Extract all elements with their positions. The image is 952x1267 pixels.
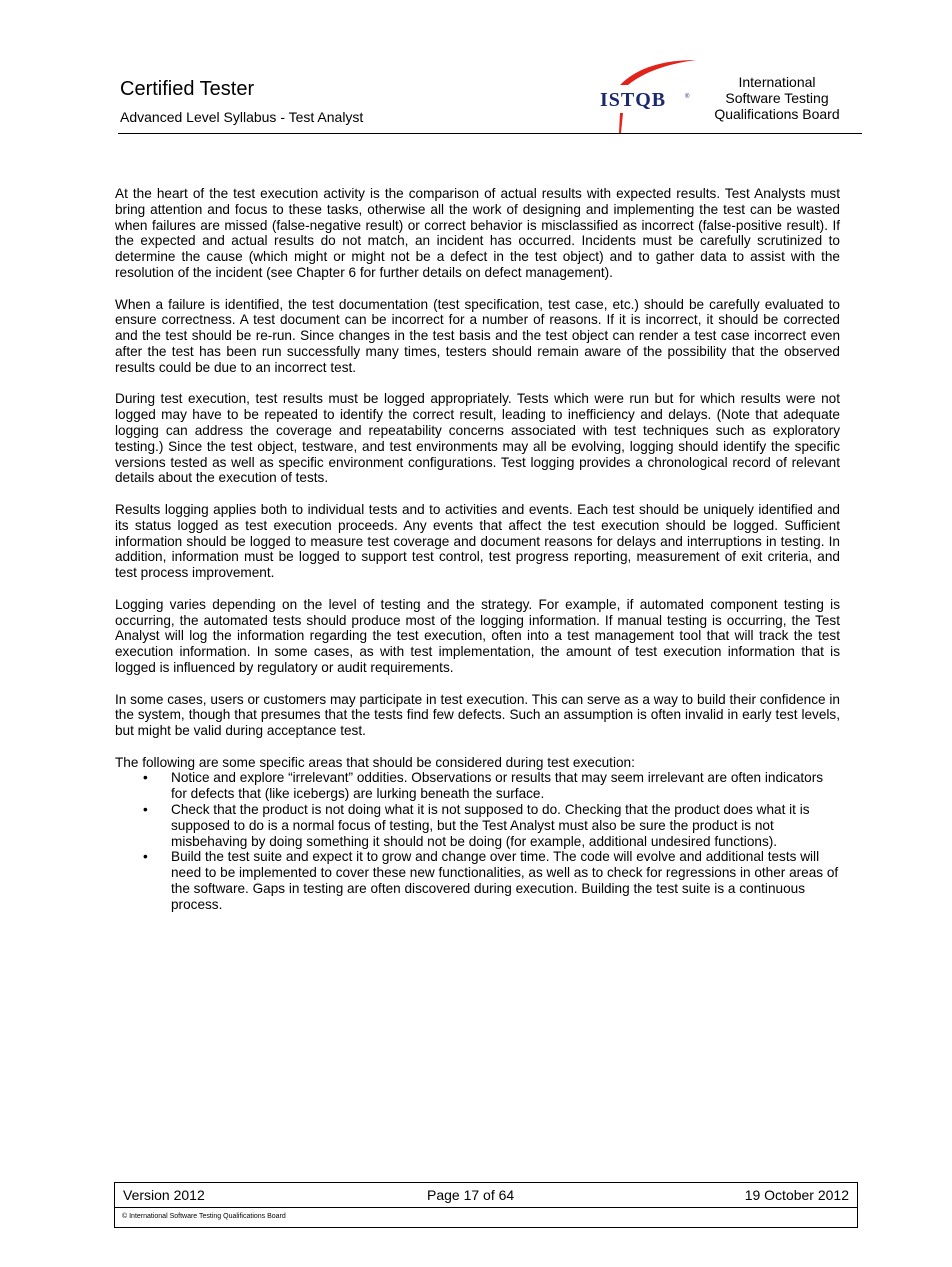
document-title: Certified Tester: [120, 78, 255, 100]
list-item-text: Notice and explore “irrelevant” oddities. Observations or results that may seem irrelevant are often indicators for defects that (like icebergs) are lurking beneath the surface.: [171, 770, 824, 802]
list-item: [143, 770, 840, 802]
page-footer: [114, 1182, 858, 1228]
bullet-icon: •: [143, 802, 148, 818]
logo-registered-mark: ®: [685, 94, 690, 100]
logo-text: ISTQB: [600, 89, 667, 111]
istqb-logo: [592, 58, 702, 134]
paragraph: At the heart of the test execution activity is the comparison of actual results with expected results. Test Analysts must bring attention and focus to these tasks, otherwise all the work of designing and implementing the test can be wasted when failures are missed (false-negative result) or correct behavior is misclassified as incorrect (false-positive result). If the expected and actual results do not match, an incident has occurred. Incidents must be carefully scrutinized to determine the cause (which might or might not be a defect in the test object) and to gather data to assist with the resolution of the incident (see Chapter 6 for further details on defect management).: [115, 186, 840, 280]
footer-row: [115, 1183, 857, 1208]
paragraph: In some cases, users or customers may participate in test execution. This can serve as a way to build their confidence in the system, though that presumes that the tests find few defects. Such an assumption is often invalid in early test levels, but might be valid during acceptance test.: [115, 691, 840, 739]
org-line: International: [738, 74, 816, 90]
organization-name: [692, 74, 862, 122]
logo-swoosh-top: [620, 60, 696, 85]
list-item: [143, 849, 840, 912]
bullet-list: [115, 770, 840, 912]
footer-copyright: © International Software Testing Qualifications Board: [122, 1213, 286, 1220]
list-item-text: Check that the product is not doing what it is not supposed to do. Checking that the product does what it is supposed to do is a normal focus of testing, but the Test Analyst must also be sure the product is not misbehaving by doing something it should not be doing (for example, additional undesired functions).: [171, 802, 810, 849]
list-intro: The following are some specific areas that should be considered during test execution:: [115, 754, 635, 770]
page-header: [118, 58, 862, 134]
page-content: [115, 186, 840, 913]
bullet-icon: •: [143, 770, 148, 786]
paragraph: When a failure is identified, the test documentation (test specification, test case, etc.) should be carefully evaluated to ensure correctness. A test document can be incorrect for a number of reasons. If it is incorrect, it should be corrected and the test should be re-run. Since changes in the test basis and the test object can render a test case incorrect even after the test has been run successfully many times, testers should remain aware of the possibility that the observed results could be due to an incorrect test.: [115, 296, 840, 375]
footer-page-number: Page 17 of 64: [427, 1187, 515, 1203]
list-item: [143, 802, 840, 849]
list-item-text: Build the test suite and expect it to grow and change over time. The code will evolve and additional tests will need to be implemented to cover these new functionalities, as well as to check for regressions in other areas of the software. Gaps in testing are often discovered during execution. Building the test suite is a continuous process.: [171, 849, 839, 912]
org-line: Qualifications Board: [714, 106, 840, 122]
document-subtitle: Advanced Level Syllabus - Test Analyst: [120, 109, 364, 125]
bullet-icon: •: [143, 849, 148, 865]
paragraph: Results logging applies both to individual tests and to activities and events. Each test should be uniquely identified and its status logged as test execution proceeds. Any events that affect the test execution should be logged. Sufficient information should be logged to measure test coverage and document reasons for delays and interruptions in testing. In addition, information must be logged to support test control, test progress reporting, measurement of exit criteria, and test process improvement.: [115, 501, 840, 581]
org-line: Software Testing: [725, 90, 829, 106]
footer-version: Version 2012: [123, 1187, 205, 1203]
logo-swoosh-bottom: [619, 113, 623, 133]
footer-date: 19 October 2012: [744, 1187, 849, 1203]
paragraph: Logging varies depending on the level of testing and the strategy. For example, if automated component testing is occurring, the automated tests should produce most of the logging information. If manual testing is occurring, the Test Analyst will log the information regarding the test execution, often into a test management tool that will track the test execution information. In some cases, as with test implementation, the amount of test execution information that is logged is influenced by regulatory or audit requirements.: [115, 596, 840, 675]
paragraph: During test execution, test results must be logged appropriately. Tests which were run but for which results were not logged may have to be repeated to identify the correct result, leading to inefficiency and delays. (Note that adequate logging can address the coverage and repeatability concerns associated with test techniques such as exploratory testing.) Since the test object, testware, and test environments may all be evolving, logging should identify the specific versions tested as well as specific environment configurations. Test logging provides a chronological record of relevant details about the execution of tests.: [115, 391, 840, 486]
